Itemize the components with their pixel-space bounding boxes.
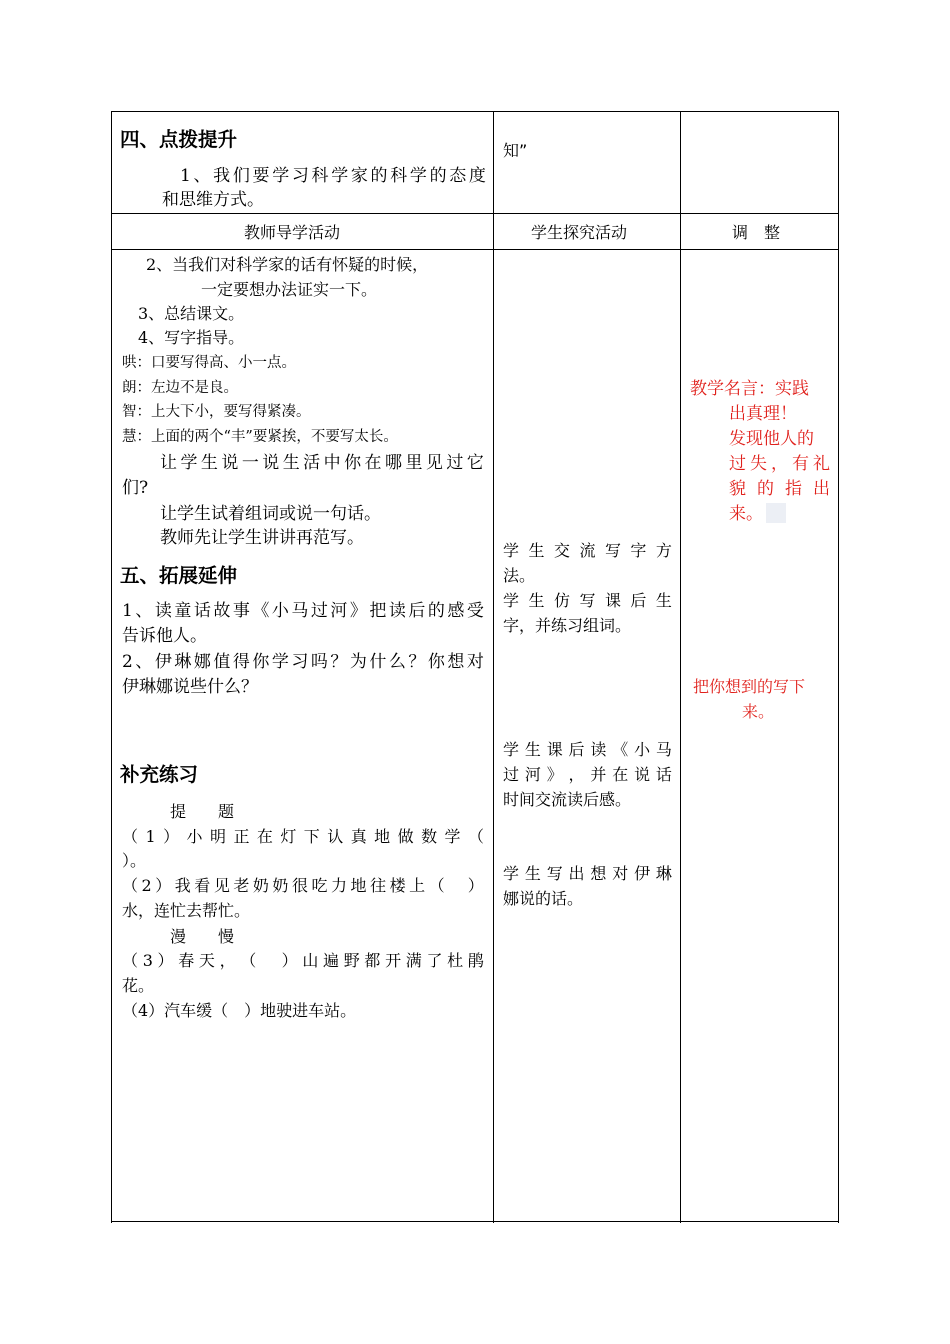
top-paragraph-line1: 1 、 我 们 要 学 习 科 学 家 的 科 学 的 态 度 (180, 166, 486, 186)
column-header-teacher: 教师导学活动 (244, 223, 341, 242)
teacher-line-5a: 让 学 生 说 一 说 生 活 中 你 在 哪 里 见 过 它 (160, 453, 484, 473)
column-header-student: 学生探究活动 (531, 223, 628, 242)
teacher-line-2: 一定要想办法证实一下。 (201, 280, 378, 299)
section-heading-4: 四、点拨提升 (120, 128, 238, 151)
teaching-quote-line-3: 发现他人的 (729, 429, 814, 449)
teacher-line-6: 让学生试着组词或说一句话。 (160, 504, 381, 524)
supplementary-heading: 补充练习 (120, 763, 199, 786)
row-divider-1 (111, 213, 839, 214)
student-activity-1b: 法。 (503, 566, 536, 585)
adjust-note-line-2: 来。 (742, 702, 775, 721)
word-pair-1: 提 题 (170, 802, 235, 821)
teacher-line-7: 教师先让学生讲讲再范写。 (160, 528, 364, 548)
teaching-quote-line-2: 出真理！ (729, 404, 797, 424)
student-activity-4a: 学 生 写 出 想 对 伊 琳 (503, 864, 672, 883)
writing-tip-2: 朗：左边不是良。 (122, 380, 238, 396)
writing-tip-3: 智：上大下小，要写得紧凑。 (122, 404, 311, 420)
teaching-quote-line-5: 貌 的 指 出 (729, 479, 830, 499)
blank-box (766, 503, 786, 523)
teacher-line-4: 4、写字指导。 (138, 328, 245, 347)
student-activity-1a: 学 生 交 流 写 字 方 (503, 541, 672, 560)
writing-tip-4: 慧：上面的两个“丰”要紧挨，不要写太长。 (122, 429, 398, 445)
teaching-quote-line-6: 来。 (729, 504, 763, 524)
extension-item-1b: 告诉他人。 (122, 626, 207, 646)
teaching-quote-line-1: 教学名言：实践 (690, 379, 809, 399)
exercise-1a: （ 1 ） 小 明 正 在 灯 下 认 真 地 做 数 学 （ (122, 827, 484, 846)
teacher-line-1: 2、当我们对科学家的话有怀疑的时候， (146, 255, 429, 274)
extension-item-2a: 2 、 伊 琳 娜 值 得 你 学 习 吗 ？ 为 什 么 ？ 你 想 对 (122, 652, 484, 672)
row-divider-2 (111, 249, 839, 250)
section-heading-5: 五、拓展延伸 (120, 564, 238, 587)
word-pair-2: 漫 慢 (170, 927, 235, 946)
teacher-line-5b: 们? (122, 478, 149, 498)
student-activity-2b: 字，并练习组词。 (503, 616, 632, 635)
continued-text: 知” (503, 141, 528, 160)
table-border-bottom (111, 1221, 839, 1222)
teacher-line-3: 3、总结课文。 (138, 304, 245, 323)
column-divider-1 (493, 111, 494, 1223)
adjust-note-line-1: 把你想到的写下 (693, 677, 806, 696)
exercise-3b: 花。 (122, 976, 155, 995)
top-paragraph-line2: 和思维方式。 (162, 190, 264, 210)
student-activity-3b: 过 河 》 ， 并 在 说 话 (503, 765, 672, 784)
writing-tip-1: 哄：口要写得高、小一点。 (122, 355, 296, 371)
exercise-2b: 水，连忙去帮忙。 (122, 901, 251, 920)
extension-item-2b: 伊琳娜说些什么？ (122, 677, 258, 697)
student-activity-3a: 学 生 课 后 读 《 小 马 (503, 740, 672, 759)
exercise-4: （4）汽车缓（ ）地驶进车站。 (122, 1001, 357, 1020)
student-activity-2a: 学 生 仿 写 课 后 生 (503, 591, 672, 610)
table-border-right (838, 111, 839, 1223)
exercise-2a: （ 2 ） 我 看 见 老 奶 奶 很 吃 力 地 往 楼 上 （ ） (122, 876, 484, 895)
student-activity-4b: 娜说的话。 (503, 889, 584, 908)
column-header-adjust: 调 整 (732, 223, 781, 242)
column-divider-2 (680, 111, 681, 1223)
exercise-3a: （ 3 ） 春 天 ， （ ） 山 遍 野 都 开 满 了 杜 鹃 (122, 951, 484, 970)
table-border-left (111, 111, 112, 1223)
exercise-1b: ）。 (122, 851, 147, 870)
teaching-quote-line-4: 过 失 ， 有 礼 (729, 454, 830, 474)
student-activity-3c: 时间交流读后感。 (503, 790, 632, 809)
table-border-top (111, 111, 839, 112)
extension-item-1a: 1 、 读 童 话 故 事 《 小 马 过 河 》 把 读 后 的 感 受 (122, 601, 484, 621)
